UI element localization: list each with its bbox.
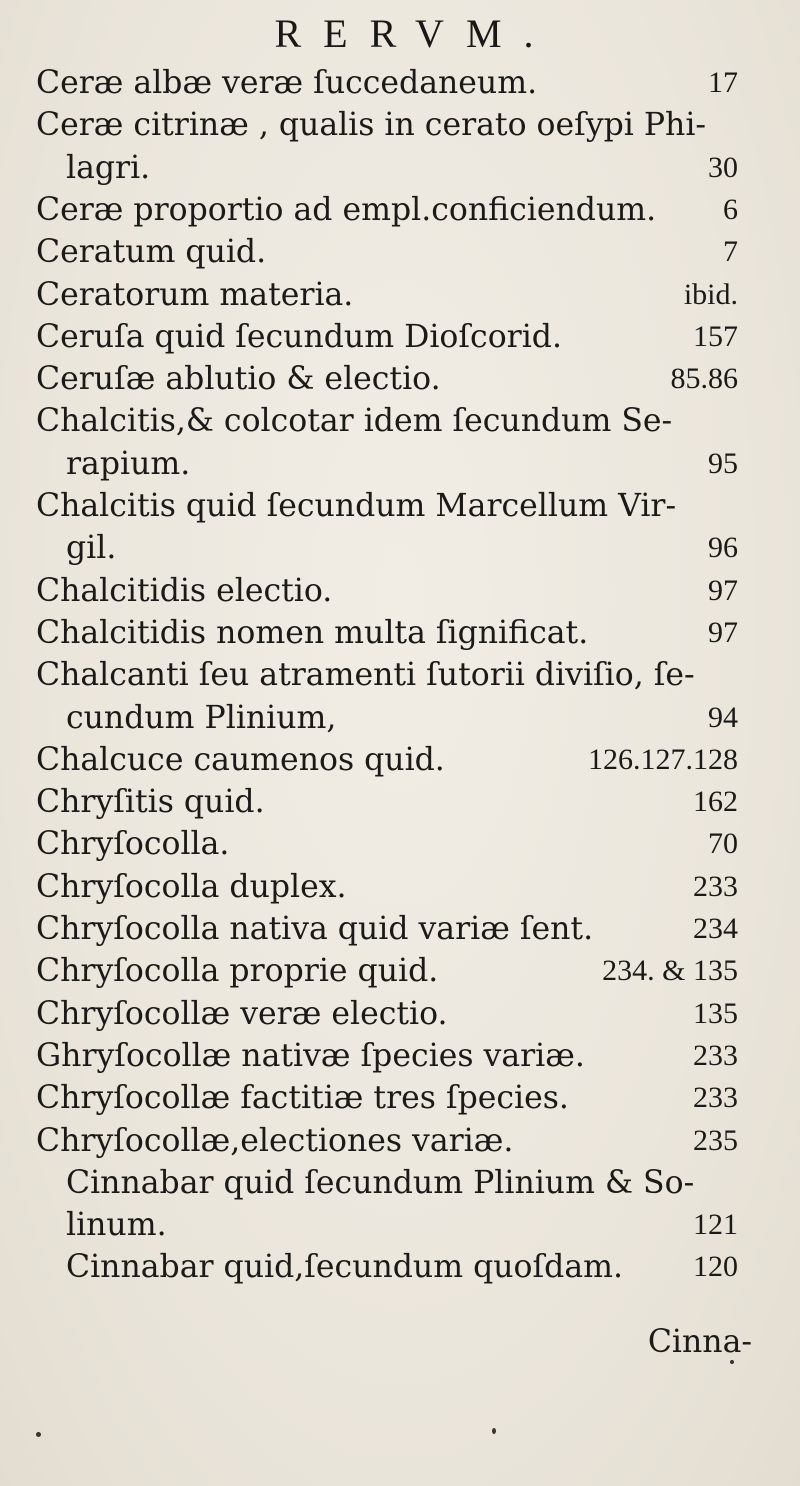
entry-text: Ceruſæ ablutio & electio. (36, 361, 441, 398)
entry-text: Ceræ proportio ad empl.conficiendum. (36, 191, 657, 228)
entry-page-number: ibid. (683, 277, 738, 311)
entry-page-number: 135 (693, 996, 738, 1030)
entry-text: linum. (66, 1207, 167, 1244)
entry-page-number: 94 (708, 700, 738, 734)
entry-text: Chalcitis,& colcotar idem ſecundum Se- (36, 403, 673, 440)
entry-page-number: 233 (693, 869, 738, 903)
entry-text: Chalcuce caumenos quid. (36, 741, 445, 778)
entry-page-number: 96 (708, 531, 738, 565)
entry-text: Chryſocolla duplex. (36, 868, 347, 905)
entry-text: Chryſitis quid. (36, 784, 265, 821)
entry-text: Ghryſocollæ nativæ ſpecies variæ. (36, 1037, 585, 1074)
entry-text: Ceræ albæ veræ ſuccedaneum. (36, 65, 538, 101)
entry-text: Ceruſa quid ſecundum Dioſcorid. (36, 318, 562, 355)
ink-speck (36, 1432, 41, 1437)
entry-page-number: 6 (723, 192, 738, 226)
entry-text: gil. (66, 530, 117, 567)
entry-page-number: 17 (708, 66, 738, 99)
entry-text: Chalcanti ſeu atramenti ſutorii diviſio, ſe- (36, 657, 695, 694)
index-list (0, 63, 800, 1403)
entry-page-number: 233 (693, 1038, 738, 1072)
entry-text: Chryſocollæ,electiones variæ. (36, 1122, 514, 1159)
entry-text: Cinnabar quid ſecundum Plinium & So- (66, 1164, 695, 1201)
entry-page-number: 85.86 (670, 362, 738, 396)
entry-text: Ceræ citrinæ , qualis in cerato oeſypi Phi- (36, 107, 707, 144)
ink-speck (730, 1360, 734, 1364)
entry-text: Chalcitidis electio. (36, 572, 333, 609)
entry-page-number: 126.127.128 (588, 742, 738, 776)
entry-text: Chryſocolla. (36, 826, 230, 863)
entry-page-number: 95 (708, 446, 738, 480)
entry-text: Chalcitis quid ſecundum Marcellum Vir- (36, 488, 677, 524)
entry-page-number: 234. & 135 (602, 954, 738, 988)
entry-text: Chryſocolla nativa quid variæ ſent. (36, 911, 594, 947)
catchword: Cinna- (647, 1324, 752, 1360)
entry-page-number: 157 (693, 319, 738, 353)
entry-page-number: 235 (693, 1123, 738, 1157)
entry-text: Ceratum quid. (36, 234, 267, 271)
entry-page-number: 121 (693, 1208, 738, 1242)
entry-text: cundum Plinium, (66, 699, 337, 736)
entry-page-number: 97 (708, 573, 738, 607)
ink-speck (492, 1428, 496, 1434)
entry-text: Chryſocollæ veræ electio. (36, 995, 448, 1032)
entry-page-number: 7 (723, 235, 738, 269)
entry-page-number: 120 (693, 1250, 738, 1284)
entry-text: Ceratorum materia. (36, 276, 354, 313)
entry-text: Chalcitidis nomen multa ſignificat. (36, 614, 589, 651)
entry-text: rapium. (66, 445, 191, 482)
page-header: RERVM. (274, 11, 556, 56)
entry-text: Chryſocollæ factitiæ tres ſpecies. (36, 1080, 569, 1117)
entry-page-number: 234 (693, 912, 738, 945)
entry-page-number: 30 (708, 150, 738, 184)
entry-text: Cinnabar quid,ſecundum quoſdam. (66, 1249, 624, 1286)
entry-text: lagri. (66, 149, 151, 186)
entry-text: Chryſocolla proprie quid. (36, 953, 439, 990)
entry-page-number: 233 (693, 1081, 738, 1115)
entry-page-number: 70 (708, 827, 738, 861)
entry-page-number: 162 (693, 785, 738, 819)
entry-page-number: 97 (708, 615, 738, 649)
